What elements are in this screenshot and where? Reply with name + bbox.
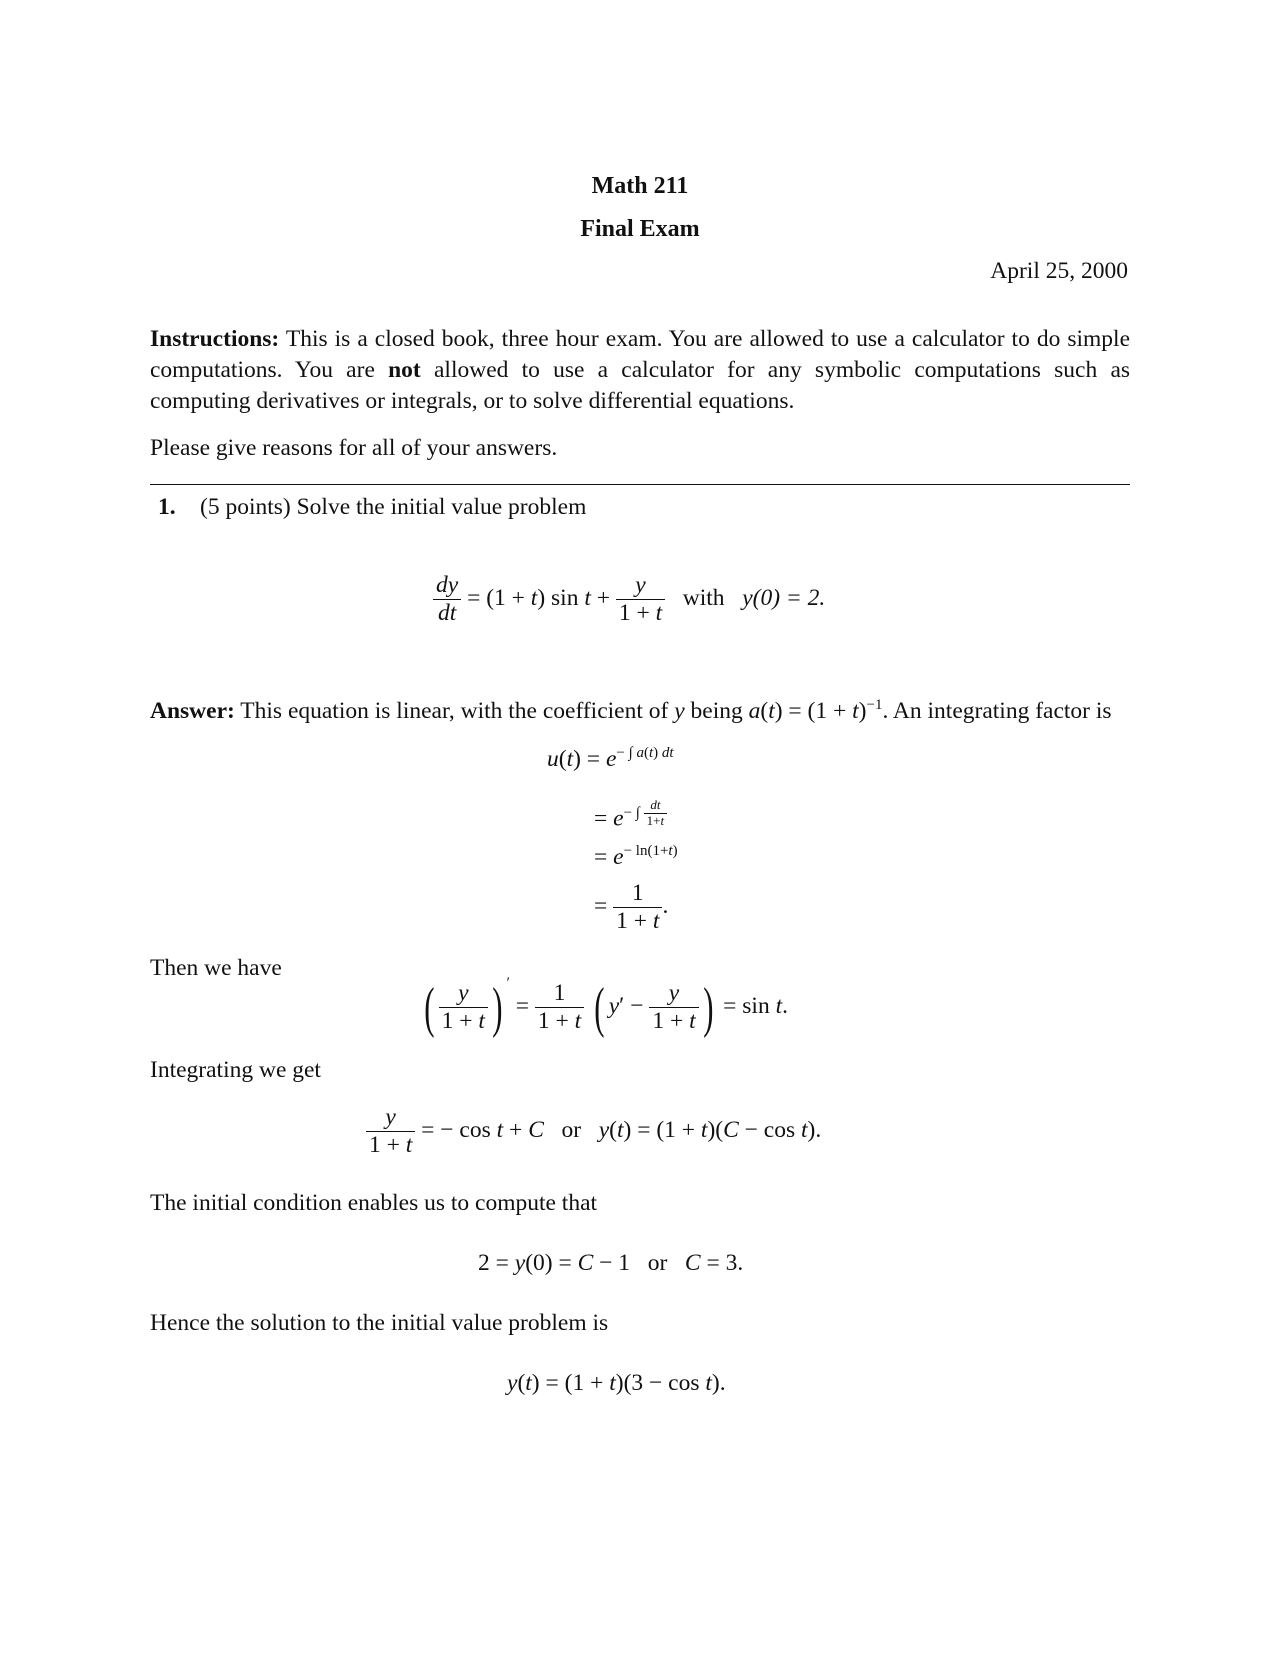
integrating-factor-line-3: = $e^{- ln(1+t)}$ (594, 843, 678, 870)
then-we-have: Then we have (150, 955, 282, 981)
initial-condition-text: The initial condition enables us to compute that (150, 1190, 598, 1216)
general-solution: $\frac{y}{1 + t}$ = − cos t + C or y(t) = (1 + t)(C − cos t). (366, 1104, 821, 1159)
answer-label: Answer: (150, 697, 235, 724)
constant-computation: 2 = y(0) = C − 1 or C = 3. (478, 1250, 744, 1276)
answer-intro: Answer: This equation is linear, with the coefficient of y being $a(t) = (1 + t)^{-1}$. An integrating factor is (150, 697, 1112, 724)
instructions-text-2: allowed to use a calculator for any symbolic computations such as computing derivatives or integrals, or to solve differential equations. (150, 357, 1131, 414)
integrating-factor-line-1: $u(t) = e^{- \int a(t) dt}$ (547, 745, 674, 772)
instructions-text-1: This is a closed book, three hour exam. You are allowed to use a calculator to do simple computations. You are (150, 326, 1130, 383)
hence-text: Hence the solution to the initial value problem is (150, 1310, 609, 1336)
final-solution: y(t) = (1 + t)(3 − cos t). (507, 1370, 726, 1396)
problem-number: 1. (158, 494, 176, 520)
integrating-we-get: Integrating we get (150, 1057, 321, 1083)
problem-statement: (5 points) Solve the initial value problem (200, 494, 587, 520)
with-word: with (682, 584, 725, 611)
integrating-factor-line-2: = $e^{- \int \frac{dt}{1+t}}$ (594, 798, 667, 833)
instructions (150, 324, 1130, 417)
instructions-label: Instructions: (150, 326, 280, 352)
initial-condition: y(0) = 2. (742, 584, 826, 611)
course-title: Math 211 (591, 173, 689, 199)
derivative-equation: ( $\frac{y}{1 + t}$ ) ′ = $\frac{1}{1 + t}$ ( y′ − $\frac{y}{1 + t}$ ) = sin t. (424, 975, 788, 1039)
divider-rule (150, 484, 1130, 485)
instructions-emphasis: not (388, 357, 421, 383)
ivp-equation: $\frac{dy}{dt}$ = (1 + t) sin t + $\frac{y}{1 + t}$ with y(0) = 2. (433, 572, 825, 627)
exam-date: April 25, 2000 (990, 258, 1128, 284)
exam-title: Final Exam (580, 216, 700, 242)
integrating-factor-line-4: = $\frac{1}{1 + t}$ . (594, 880, 669, 935)
reasons-note: Please give reasons for all of your answers. (150, 435, 558, 461)
